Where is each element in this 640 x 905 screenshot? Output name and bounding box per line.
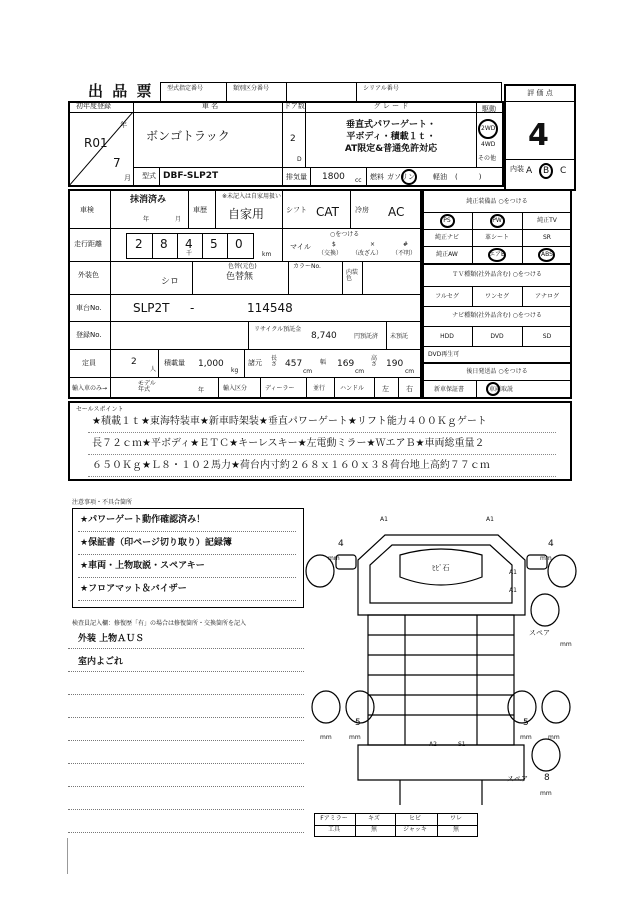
equip-aw: 純正AW: [436, 251, 458, 258]
interior-color-label: 内装色: [346, 269, 359, 282]
import-label: 輸入車のみ→: [72, 385, 108, 392]
docs-warranty: 新車保証書: [433, 386, 464, 393]
length-unit: cm: [303, 368, 313, 375]
tire-rl-unit: mm: [349, 734, 361, 741]
tire-fl-value: 4: [338, 539, 344, 549]
mileage-digit-3: 4: [185, 237, 193, 251]
usage-note: ※未記入は自家用扱い: [222, 193, 282, 200]
car-name-label: 車 名: [201, 102, 219, 110]
grade-line-3: AT限定&普通免許対応: [344, 144, 438, 154]
shift-label: シフト: [286, 206, 307, 214]
caution-line-1: ★パワーゲート動作確認済み！: [80, 515, 206, 525]
tire-fr-unit: mm: [540, 555, 552, 562]
grade-line-2: 平ボディ・積載１ｔ・: [346, 132, 436, 142]
length-label: 長さ: [271, 355, 278, 368]
model-year-label: モデル年式: [138, 380, 156, 393]
color-no-label: カラーNo.: [293, 263, 321, 270]
width-unit: cm: [355, 368, 365, 375]
sales-point-line-1: ★積載１ｔ★東海特装車★新車時架装★垂直パワーゲート★リフト能力４００Ｋｇゲート: [92, 416, 487, 427]
ac-label: 冷房: [355, 206, 369, 214]
color-value: シロ: [161, 277, 180, 287]
first-reg-month-unit: 月: [124, 174, 131, 182]
category-label: 類別区分番号: [233, 85, 270, 92]
tire-rear-right-inner: [508, 691, 536, 723]
dims-label: 諸元: [248, 359, 262, 367]
legend-value-3: ジャッキ: [403, 826, 427, 833]
mark-a1-top-right: A1: [486, 516, 494, 523]
mileage-thousand: 千: [186, 250, 193, 257]
doors-unit: D: [297, 156, 302, 163]
interior-label: 内装: [510, 165, 524, 173]
navi-hdd: HDD: [440, 333, 454, 340]
doors-value: 2: [290, 134, 296, 144]
equip-ps: PS: [443, 217, 451, 224]
equip-abs: ABS: [541, 251, 553, 258]
dvd-playback: DVD再生可: [428, 351, 460, 358]
capacity-value: 2: [131, 357, 137, 367]
meter-altered: （改ざん）: [352, 250, 383, 257]
power-gate: [358, 745, 524, 780]
ac-value: AC: [388, 205, 405, 219]
height-label: 高さ: [371, 355, 378, 368]
drive-4wd: 4WD: [481, 141, 496, 148]
equip-sr: SR: [543, 234, 551, 241]
mileage-digit-2: 8: [160, 237, 168, 251]
equipment-label: 純正装備品 ○をつける: [466, 198, 528, 205]
caution-line-3: ★車両・上物取説・スペアキー: [80, 561, 205, 571]
first-reg-label: 初年度登録: [76, 102, 111, 110]
displacement-label: 排気量: [286, 173, 307, 181]
drive-2wd: 2WD: [481, 125, 496, 132]
fuel-gasoline: ガソリン: [387, 173, 415, 181]
rating-box: [504, 84, 576, 191]
mark-a2: A2: [429, 741, 437, 748]
equip-airbag: エアB: [488, 251, 506, 258]
interior-b-circle: [539, 163, 553, 179]
equip-ps-circle: [440, 214, 455, 228]
equip-tv: 純正TV: [537, 217, 557, 224]
reg-no-label: 登録No.: [76, 331, 102, 339]
fuel-label: 燃料: [370, 173, 384, 181]
inspector-label: 検査員記入欄：修復歴「有」の場合は修復箇所・交換箇所を記入: [72, 620, 247, 627]
load-value: 1,000: [198, 359, 224, 369]
spare-tire-upper: [531, 594, 559, 626]
meter-altered-symbol: ×: [370, 241, 376, 248]
legend-value-1: 工具: [327, 826, 340, 833]
usage-label: 車歴: [193, 206, 207, 214]
form-title: 出 品 票: [88, 82, 154, 100]
docs-manual-circle: [486, 382, 500, 396]
sales-point-line-2: 長７２ｃｍ★平ボディ★ＥＴＣ★キーレスキー★左電動ミラー★ＷエアＢ★車両総重量２: [92, 438, 485, 449]
displacement-unit: cc: [355, 177, 362, 184]
inspector-line-1: 外装 上物ＡＵＳ: [78, 634, 145, 644]
recycle-unpaid: 未預託: [390, 333, 409, 340]
tire-rr2-unit: mm: [548, 734, 560, 741]
interior-a: A: [526, 166, 533, 176]
inspection-value: 抹消済み: [130, 195, 167, 205]
spare-lower-unit: mm: [540, 790, 552, 797]
mileage-unit: km: [262, 251, 272, 258]
handle-right: 右: [406, 385, 413, 393]
import-dealer: ディーラー: [265, 385, 295, 392]
tire-rear-right-outer: [542, 691, 570, 723]
mileage-digit-4: 5: [210, 237, 218, 251]
caution-line-4: ★フロアマット＆バイザー: [80, 584, 187, 594]
color-change-value: 色替無: [226, 272, 254, 282]
interior-c: C: [560, 166, 567, 176]
sales-points-label: セールスポイント: [76, 406, 124, 413]
usage-value: 自家用: [228, 207, 265, 221]
mark-a1-right-lower: A1: [509, 587, 517, 594]
fuel-diesel: 軽油: [433, 173, 447, 181]
tire-fr-value: 4: [548, 539, 554, 549]
fuel-gasoline-circle: [401, 169, 417, 185]
tire-rl2-unit: mm: [320, 734, 332, 741]
caution-line-2: ★保証書（印ページ切り取り）記録簿: [80, 538, 232, 548]
meter-unknown-symbol: #: [403, 241, 409, 248]
docs-manual: 車両取説: [488, 386, 513, 393]
inspection-label: 車検: [80, 206, 94, 214]
mark-s1: S1: [458, 741, 466, 748]
equip-pw: PW: [492, 217, 502, 224]
drive-label: 駆動: [482, 105, 496, 113]
tv-oneseg: ワンセグ: [484, 293, 509, 300]
legend-header-1: Fアミラー: [320, 815, 348, 822]
mile-label: マイル: [290, 243, 311, 251]
import-type-label: 輸入区分: [223, 385, 248, 392]
handle-label: ハンドル: [340, 385, 365, 392]
color-label: 外装色: [78, 271, 99, 279]
capacity-label: 定員: [82, 359, 96, 367]
car-name: ボンゴトラック: [146, 129, 230, 143]
grade-line-1: 垂直式パワーゲート・: [345, 120, 436, 130]
legend-value-4: 無: [452, 826, 459, 833]
equip-leather: 革シート: [484, 234, 509, 241]
spare-upper-unit: mm: [560, 641, 572, 648]
tire-fl-unit: mm: [328, 555, 340, 562]
rating-value: 4: [528, 118, 549, 153]
doors-label: ドア数: [284, 102, 305, 110]
recycle-unit: 円預託済: [354, 333, 379, 340]
tire-rr-value: 5: [523, 718, 529, 728]
model-year-unit: 年: [198, 387, 205, 394]
shift-value: CAT: [316, 205, 339, 219]
drive-other: その他: [478, 155, 497, 162]
mileage-digit-1: 2: [135, 237, 143, 251]
grade-label: グ レ ー ド: [373, 102, 409, 110]
mileage-label: 走行距離: [74, 240, 102, 248]
equip-abs-circle: [538, 248, 555, 262]
legend-value-2: 無: [370, 826, 377, 833]
drive-2wd-circle: [478, 119, 498, 139]
mileage-digit-5: 0: [235, 237, 243, 251]
mark-windshield: ﾋﾋﾞ石: [432, 564, 450, 572]
color-change-label: 色替(元色): [228, 263, 257, 270]
tire-front-right: [548, 555, 576, 587]
meter-swap-symbol: $: [332, 241, 336, 248]
meter-swap: （交換）: [318, 250, 343, 257]
navi-sd: SD: [542, 333, 552, 340]
load-label: 積載量: [164, 359, 185, 367]
model-label: 型式: [142, 172, 156, 180]
tire-rl-value: 5: [355, 718, 361, 728]
legend-header-2: キズ: [368, 815, 380, 822]
length-value: 457: [285, 359, 303, 369]
tv-fullseg: フルセグ: [435, 293, 459, 300]
spare-tire-lower: [532, 739, 560, 771]
inspection-year: 年: [143, 216, 150, 223]
mark-a1-right-upper: A1: [509, 569, 517, 576]
meter-unknown: （不明）: [392, 250, 417, 257]
first-reg-month: 7: [113, 156, 121, 170]
rating-label: 評 価 点: [527, 89, 553, 97]
serial-label: シリアル番号: [363, 85, 399, 92]
capacity-unit: 人: [150, 366, 157, 373]
navi-label: ナビ種類(社外品含む) ○をつける: [452, 312, 542, 319]
width-value: 169: [337, 359, 355, 369]
inspection-month: 月: [175, 216, 182, 223]
first-reg-year-unit: 年: [120, 121, 127, 129]
inspector-line-2: 室内よごれ: [78, 657, 124, 667]
tire-rear-left-outer: [312, 691, 340, 723]
mark-a1-top-left: A1: [380, 516, 388, 523]
chassis-dash: -: [190, 301, 195, 315]
height-value: 190: [386, 359, 404, 369]
handle-left: 左: [382, 385, 389, 393]
height-unit: cm: [405, 368, 415, 375]
interior-b: B: [543, 166, 550, 176]
tire-rr-unit: mm: [520, 734, 532, 741]
load-unit: kg: [231, 367, 239, 374]
spare-lower-value: 8: [544, 773, 550, 783]
chassis-number: 114548: [247, 301, 293, 315]
equip-navi: 純正ナビ: [434, 234, 459, 241]
import-parallel: 並行: [313, 385, 326, 392]
circle-hint: ○をつける: [330, 231, 360, 238]
docs-label: 後日発送品 ○をつける: [466, 368, 528, 375]
vehicle-condition-diagram: [300, 505, 580, 815]
first-reg-era: R01: [84, 136, 108, 150]
recycle-label: リサイクル預託金: [254, 326, 302, 333]
model-cert-label: 型式指定番号: [167, 85, 204, 92]
equip-pw-circle: [490, 214, 505, 228]
legend-header-4: ワレ: [449, 815, 462, 822]
header-codes-box: [160, 82, 502, 103]
caution-label: 注意事項・不具合箇所: [72, 499, 133, 506]
spare-upper-label: スペア: [529, 629, 550, 637]
displacement-value: 1800: [322, 172, 345, 182]
navi-dvd: DVD: [490, 333, 504, 340]
spare-lower-label: スペア: [507, 775, 528, 783]
width-label: 幅: [320, 359, 327, 366]
recycle-value: 8,740: [311, 331, 337, 341]
chassis-label: 車台No.: [76, 304, 102, 312]
equip-airbag-circle: [488, 248, 506, 262]
model-code: DBF-SLP2T: [163, 171, 219, 181]
tv-analog: アナログ: [534, 293, 559, 300]
chassis-prefix: SLP2T: [133, 301, 170, 315]
tv-label: ＴＶ種類(社外品含む) ○をつける: [452, 271, 542, 278]
legend-header-3: ヒビ: [408, 815, 421, 822]
sales-point-line-3: ６５０Ｋｇ★Ｌ８・１０２馬力★荷台内寸約２６８ｘ１６０ｘ３８荷台地上高約７７ｃｍ: [92, 460, 490, 471]
